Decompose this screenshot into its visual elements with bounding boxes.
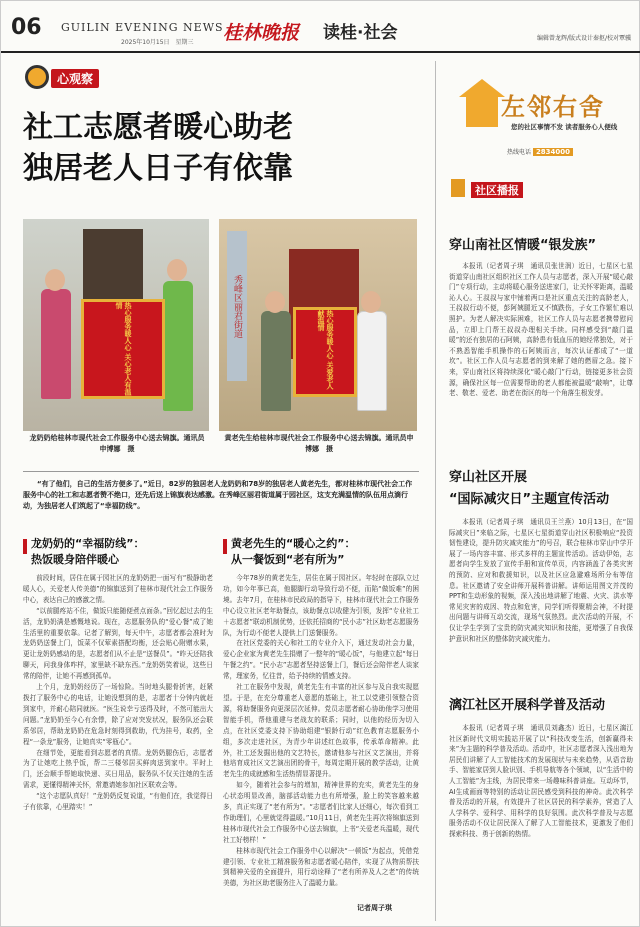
street-sign: 秀峰区丽君街道 [227, 231, 247, 381]
column-tag [25, 65, 121, 91]
story1-title-2: 热饭暖身陪伴暖心 [31, 553, 119, 566]
divider [23, 471, 419, 472]
article-3-title: 漓江社区开展科学普及活动 [449, 698, 606, 713]
issue-date: 2025年10月15日 星期三 [121, 39, 194, 46]
section-title: 读桂·社会 [323, 23, 398, 43]
article-2-body: 本报讯（记者周子琪 通讯员王兰燕）10月13日，在“国际减灾日”来临之际，七星区七星街道穿山社区积极响应“投资韧性建设，提升防灾减灾能力”的号召，联合桂林市穿山中学开展了一场内容丰富、形式多样的主题宣传活动。活动伊始，志愿者向学生发放了宣传手册和宣传单页，内容涵盖了各类灾害的预防、应对和救援知识，以及社区应急避难场所分布等信息。社区邀请了安全讲师开展科普讲解。讲师运用图文并茂的PPT和生动形象的视频，深入浅出地讲解了地震、火灾、洪水等常见灾害的成因、特点和危害，同学们听得聚精会神，不时提出问题与讲师互动交流，现场气氛热烈。此次活动的开展，不仅让学生学到了宝贵的防灾减灾知识和技能，更增强了自我保护意识和社区的整体防灾减灾能力。 [449, 518, 633, 643]
photo-caption-1: 龙奶奶给桂林市现代社会工作服务中心送去锦旗。通讯员申博娜 摄 [29, 434, 205, 453]
article-2-title-line-2: “国际减灾日”主题宣传活动 [449, 492, 610, 507]
lead-paragraph: “有了他们，自己的生活方便多了。”近日，82岁的独居老人龙奶奶和78岁的独居老人黄老先生，都对桂林市现代社会工作服务中心的社工和志愿者赞不绝口，还先后送上锦旗表达感激。在秀峰区丽君街道属于园社区，这支充满温情的队伍用点滴行动，为独居老人们筑起了“幸福防线”。 [23, 480, 413, 510]
paper-name-cn: 桂林晚报 [223, 22, 300, 44]
column-divider [435, 61, 436, 921]
story1-title-1: 龙奶奶的“幸福防线”： [31, 537, 145, 550]
hotline-number: 2834000 [533, 148, 573, 156]
house-icon [459, 79, 505, 129]
photo-long-grandma [23, 219, 209, 431]
photo-huang-grandpa [219, 219, 417, 431]
photo-caption-2: 黄老先生给桂林市现代社会工作服务中心送去锦旗。通讯员申博娜 摄 [224, 434, 414, 453]
building-icon [451, 179, 465, 197]
story2-title-1: 黄老先生的“暖心之约”： [231, 537, 356, 550]
person-grandma [41, 289, 71, 399]
person-volunteer [357, 311, 387, 411]
community-news-tag [441, 179, 591, 199]
article-1-title: 穿山南社区情暖“银发族” [449, 238, 597, 253]
main-headline [23, 107, 423, 189]
person-grandpa [261, 311, 291, 411]
silk-banner-2 [293, 307, 357, 397]
story1-body: 前段时间，居住在属于园社区的龙奶奶把一面写有“极静助老暖人心，关爱老人传美德”的锦旗送到了桂林市现代社会工作服务中心，表达自己的感激之情。 “以前腿疼站不住，做饭只能随便煮点面条。”回忆起过去的生活，龙奶奶满是感慨地说。现在，志愿服务队的“爱心餐”成了她生活里的重要依靠。记者了解到，每天中午，志愿者都会准时为龙奶奶送餐上门，饭菜不仅荤素搭配均衡，还会贴心附赠水果，更让龙奶奶感动的是，志愿者们从不止是“送餐员”。“昨天还陪我聊天，问我身体咋样，家里缺不缺东西。”龙奶奶笑着说，这些日常的陪伴，让她不再感到孤单。 上个月，龙奶奶经历了一场惊险。当时地头腿骨折害，赶紧拨打了服务中心的电话，让她没想到的是，志愿者十分钟内就赶到家中，并耐心陪同就医。“医生说幸亏送得及时，不然可能出大问题。”龙奶奶至今心有余悸，除了应对突发状况，服务队还会联系邻居，帮助龙奶奶在危急时刻得到救助，代为挂号，取药，全程“一条龙”服务，让她真实“零瓶心”。 在细节处，更能看到志愿者的真情。龙奶奶腿伤后，志愿者为了让她吃上热乎饭，帮二三楼邻居买鲜肉送到家中。平时上门，还会顺手帮她取快递、买日用品，服务队不仅关注她的生活需求，更懂得精神关怀，常邀请她参加社区联欢会等。 “这个志愿队真好！”龙奶奶反复说道，“有他们在，我觉得日子有依靠，心里踏实！” [23, 574, 213, 812]
column-slogan: 您的社区事情不发 读者服务心人便线 [511, 123, 618, 131]
story2-credit: 记者周子琪 [357, 904, 392, 912]
page-header [1, 1, 640, 53]
banner-text: 热心服务暖人心 关心老人有温情 [115, 302, 132, 396]
magnifier-icon [25, 65, 49, 89]
banner-text-2: 热心服务暖人心 关爱老人献温情 [317, 310, 334, 390]
column-hotline: 热线电话 2834000 [507, 147, 573, 156]
paper-name-en: GUILIN EVENING NEWS [61, 21, 224, 34]
headline-line-1: 社工志愿者暖心助老 [23, 110, 293, 145]
article-1-body: 本报讯（记者周子琪 通讯员张世润）近日，七星区七星街道穿山南社区组织社区工作人员与志愿者，深入开展“暖心敲门”专项行动，主动将暖心服务送进家门，让关怀零距离，温暖沁人心。王叔叔与家中铺着两口是社区重点关注的高龄老人，王叔叔行动不便，彭阿姨腿近又不慎跌伤，子女工作繁忙难以照护。为老人解决实际困难，社区工作人员与志愿者携带慰问品，立即上门帮王叔叔办理相关手续。同样感受到“敲门温暖”的还有独居的石阿姨，高龄患有低血压的她经常独处，对于不熟悉智能手机操作的石阿姨而言，每次认证都成了“一道坎”。社区工作人员与志愿者的到来解了她的燃眉之急。接下来，穿山南社区将持续深化“暖心敲门”行动，链接更多社会资源，确保社区每一位需要帮助的老人都能被温暖“敲响”，让尊老、敬老、爱老、助老在街区的每一个角落生根发芽。 [449, 262, 633, 398]
neighbor-column-logo [441, 65, 633, 185]
story2-body: 今年78岁的黄老先生，居住在属于园社区。年轻时在部队立过功，如今年事已高，他腿脚行动导致行动不便，而陷“做饭难”的困境。去年7月，在桂林市民政局的指导下，桂林市现代社会工作服务中心设立社区老年助餐点，该助餐点以收健为引领，发挥“专业社工＋志愿者”联动机制优势，还依托招商的“民小志”社区助老志愿服务队，为行动不便老人提供上门送餐服务。 在社区党委的关心和社工的专业介入下，通过发动社会力量，爱心企业家为黄老先生捐赠了一整年的“暖心饭”，与他建立起“每日午餐之约”。“民小志”志愿者坚持送餐上门，餐后还会陪伴老人谈家常，理家务，忆往昔，给予持续的情感支持。 社工在服务中发现，黄老先生有丰富的社区参与及自我实现愿望。于是，在充分尊重老人意愿的基础上，社工以党建引领整合资源，将助餐服务向更深层次延伸。党员志愿者耐心协助他学习使用智能手机，帮他重建与老战友的联系；同时，以他的经历为切入点，在社区党委支持下协助组建“银龄行动”红色教育志愿服务小组，多次走进社区，为青少年讲述红色故事，传承革命精神。此外，社工还发掘出他的文艺特长，邀请他参与社区文艺演出，并将他培育成社区文艺演出团的骨干，每周定期开展的教学活动，让黄老先生的成就感和生活热情显著提升。 如今，随着社会参与的增加，精神世界的充实，黄老先生的身心状态明显改善，脑部活动能力也有所增强，脸上的笑容越来越多，真正实现了“老有所为”。“志愿者们比家人还细心，每次看到工作助理们，心里就觉得温暖。”10月11日，黄老先生再次将锦旗送到桂林市现代社会工作服务中心送去锦旗，上书“关爱老兵温暖，现代社工好榜样！” 桂林市现代社会工作服务中心以解决“一顿饭”为起点，凭借党建引领、专业社工精准服务和志愿者暖心陪伴，实现了从物质帮扶到精神关爱的全面提升，用行动诠释了“老有所养及人之老”的传统美德，为社区助老服务注入了温暖力量。 [223, 574, 419, 888]
silk-banner [81, 299, 165, 399]
community-news-label: 社区播报 [471, 182, 523, 198]
column-tag-label: 心观察 [51, 69, 99, 88]
column-logo-text: 左邻右舍 [501, 92, 605, 121]
page-number: 06 [11, 15, 42, 40]
article-3-body: 本报讯（记者周子琪 通讯员刘鑫杰）近日，七星区漓江社区新时代文明实践站开展了以“科技改变生活，创新赢得未来”为主题的科学普及活动。活动中，社区志愿者深入浅出地为居民们讲解了人工智能技术的发展现状与未来趋势，从语音助手、智能家居到人脸识别、手机导航等各个领域，以“生活中的人工智能”为主线，为居民带来一场趣味科普讲座。互动环节，AI生成画面等特别的活动让居民感受到科技的神奇。此次科学普及活动的开展，有效提升了社区居民的科学素养，营造了人人学科学、爱科学、用科学的良好氛围。此次科学普及与志愿服务活动不仅让居民深入了解了人工智能技术，更激发了他们探索科技、勇于创新的热情。 [449, 724, 633, 838]
editor-credits: 编辑曾龙辉/版式设计秦抠/校对覃骥 [536, 35, 631, 42]
person-social-worker [163, 281, 193, 411]
story2-title-2: 从一餐饭到“老有所为” [231, 553, 345, 566]
article-2-title: 穿山社区开展 [449, 470, 528, 485]
headline-line-2: 独居老人日子有依靠 [23, 151, 293, 186]
